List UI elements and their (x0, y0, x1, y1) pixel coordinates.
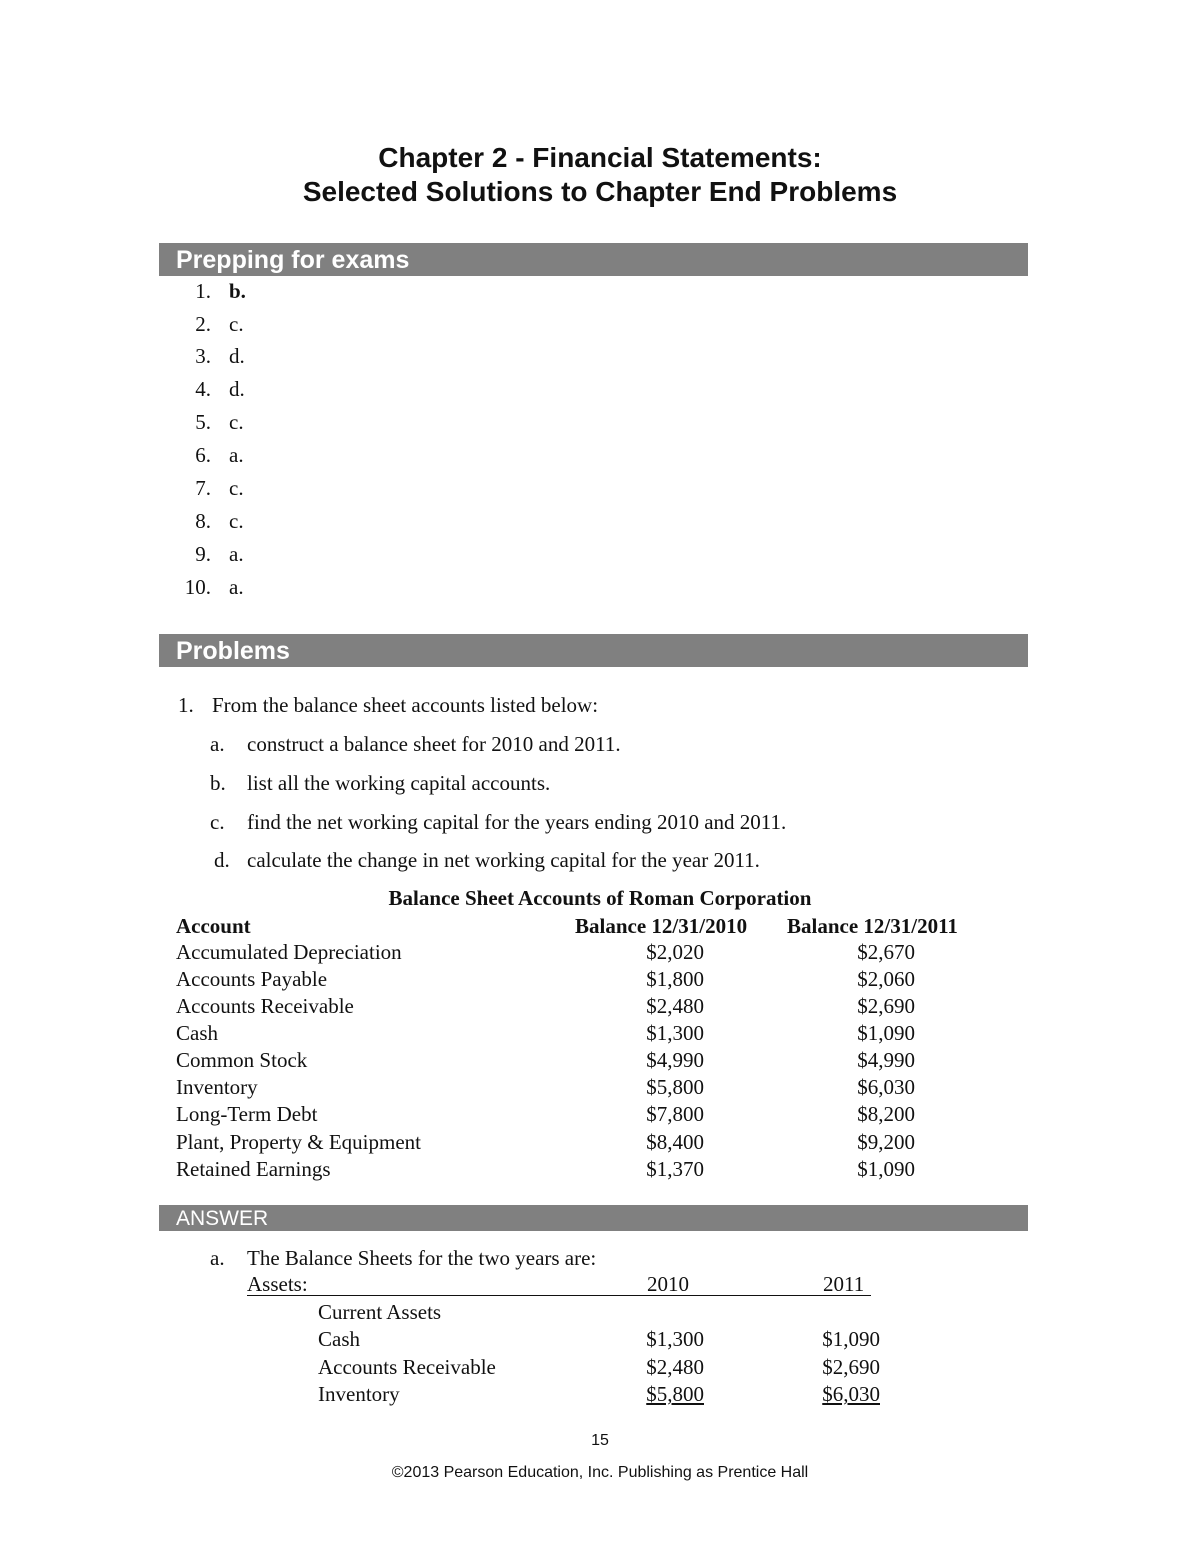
table-cell-account: Long-Term Debt (176, 1102, 318, 1126)
table-cell-account: Cash (176, 1021, 218, 1045)
current-assets-label: Current Assets (318, 1300, 442, 1324)
problem-text: From the balance sheet accounts listed below: (212, 693, 599, 717)
document-title-line1: Chapter 2 - Financial Statements: (378, 142, 822, 173)
list-item-number: 2. (195, 312, 211, 336)
assets-year-2011: 2011 (823, 1272, 865, 1296)
document-title-line2: Selected Solutions to Chapter End Problems (302, 176, 898, 207)
table-header-account: Account (176, 914, 251, 938)
list-item-answer: c. (229, 410, 244, 434)
section-header-problems (159, 634, 1028, 667)
list-item-number: 10. (184, 575, 211, 599)
table-cell-2011: $4,990 (857, 1048, 915, 1072)
table-cell-2011: $1,090 (857, 1021, 915, 1045)
section-header-answer-label: ANSWER (176, 1207, 269, 1230)
table-cell-2010: $1,300 (646, 1021, 704, 1045)
table-cell-account: Retained Earnings (176, 1157, 331, 1181)
table-cell-2010: $2,480 (646, 994, 704, 1018)
table-cell-2011: $8,200 (857, 1102, 915, 1126)
list-item-answer: a. (229, 542, 244, 566)
list-item-answer: b. (229, 279, 246, 303)
table-cell-account: Accounts Payable (176, 967, 328, 991)
answer-letter: a. (210, 1246, 225, 1270)
table-cell-account: Plant, Property & Equipment (176, 1130, 421, 1154)
problem-part-letter: d. (214, 848, 230, 872)
list-item-answer: c. (229, 476, 244, 500)
table-cell-2010: $1,800 (646, 967, 704, 991)
table-cell-2010: $4,990 (646, 1048, 704, 1072)
copyright-notice: ©2013 Pearson Education, Inc. Publishing as Prentice Hall (391, 1464, 809, 1481)
answer-text: The Balance Sheets for the two years are: (247, 1246, 597, 1270)
table-cell-2010: $7,800 (646, 1102, 704, 1126)
list-item-number: 1. (195, 279, 211, 303)
list-item-answer: c. (229, 509, 244, 533)
problem-part-text: construct a balance sheet for 2010 and 2011. (247, 732, 621, 756)
list-item-answer: d. (229, 344, 245, 368)
table-cell-account: Accounts Receivable (176, 994, 354, 1018)
asset-2011: $1,090 (822, 1327, 880, 1351)
list-item-number: 5. (195, 410, 211, 434)
assets-year-2010: 2010 (647, 1272, 689, 1296)
table-cell-account: Accumulated Depreciation (176, 940, 402, 964)
problem-part-text: list all the working capital accounts. (247, 771, 551, 795)
table-cell-2010: $5,800 (646, 1075, 704, 1099)
problem-part-letter: c. (210, 810, 225, 834)
list-item-number: 8. (195, 509, 211, 533)
problem-part-text: find the net working capital for the years ending 2010 and 2011. (247, 810, 787, 834)
section-header-answer (159, 1205, 1028, 1231)
table-cell-account: Inventory (176, 1075, 258, 1099)
table-cell-2011: $2,670 (857, 940, 915, 964)
section-header-problems-label: Problems (176, 637, 290, 665)
problem-part-letter: a. (210, 732, 225, 756)
list-item-answer: a. (229, 575, 244, 599)
table-cell-2010: $8,400 (646, 1130, 704, 1154)
table-cell-2011: $2,060 (857, 967, 915, 991)
section-header-prep-label: Prepping for exams (176, 246, 410, 274)
assets-label: Assets: (247, 1272, 308, 1296)
table-cell-2011: $9,200 (857, 1130, 915, 1154)
table-caption: Balance Sheet Accounts of Roman Corporation (388, 886, 812, 910)
problem-part-text: calculate the change in net working capital for the year 2011. (247, 848, 760, 872)
list-item-answer: a. (229, 443, 244, 467)
problem-part-letter: b. (210, 771, 226, 795)
list-item-answer: d. (229, 377, 245, 401)
asset-2011: $6,030 (822, 1382, 880, 1406)
asset-2010: $5,800 (646, 1382, 704, 1406)
asset-2011: $2,690 (822, 1355, 880, 1379)
list-item-number: 4. (195, 377, 211, 401)
problem-number: 1. (178, 693, 194, 717)
table-cell-2010: $2,020 (646, 940, 704, 964)
asset-2010: $1,300 (646, 1327, 704, 1351)
list-item-answer: c. (229, 312, 244, 336)
list-item-number: 7. (195, 476, 211, 500)
section-header-prep (159, 243, 1028, 276)
list-item-number: 9. (195, 542, 211, 566)
asset-2010: $2,480 (646, 1355, 704, 1379)
table-header-2010: Balance 12/31/2010 (575, 914, 748, 938)
assets-header-rule (247, 1295, 871, 1296)
page-number: 15 (591, 1432, 609, 1449)
asset-name: Inventory (318, 1382, 400, 1406)
table-cell-account: Common Stock (176, 1048, 308, 1072)
table-cell-2010: $1,370 (646, 1157, 704, 1181)
table-cell-2011: $2,690 (857, 994, 915, 1018)
table-header-2011: Balance 12/31/2011 (787, 914, 958, 938)
table-cell-2011: $1,090 (857, 1157, 915, 1181)
asset-name: Cash (318, 1327, 360, 1351)
table-cell-2011: $6,030 (857, 1075, 915, 1099)
list-item-number: 6. (195, 443, 211, 467)
list-item-number: 3. (195, 344, 211, 368)
asset-name: Accounts Receivable (318, 1355, 496, 1379)
